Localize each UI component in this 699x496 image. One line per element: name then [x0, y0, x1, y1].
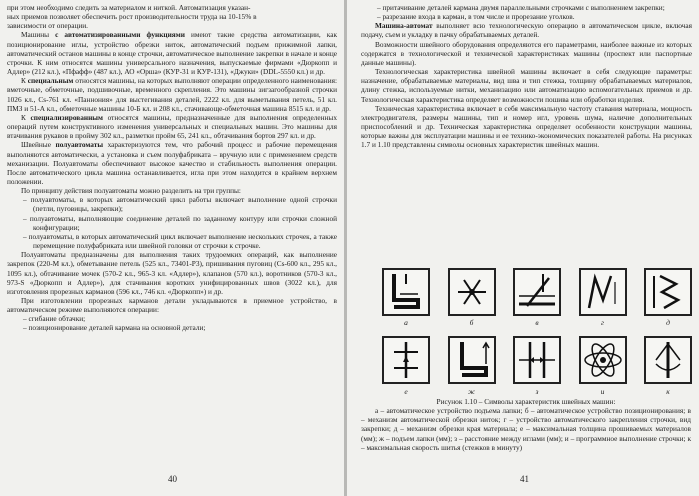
list-item-text: сгибание обтачки; — [28, 314, 86, 324]
term-automated: с автоматизированными функциями — [55, 30, 185, 40]
symbols-row-1 — [382, 268, 692, 316]
term-special: специальным — [27, 76, 74, 86]
paragraph-automat — [361, 21, 692, 39]
symbols-labels-row-1 — [382, 318, 692, 327]
symbols-labels-row-2 — [382, 387, 692, 396]
paragraph-pockets: При изготовлении прорезных карманов детали укладываются в приемное устройство, в автоматическом режиме выполняются операции: — [7, 296, 337, 315]
figure-caption — [361, 397, 691, 452]
paragraph-lead: Швейные — [21, 140, 56, 150]
paragraph-lead: К — [21, 76, 28, 86]
symbol-label: г — [601, 318, 604, 327]
list-item-text: позиционирование деталей кармана на основной детали; — [28, 323, 206, 333]
list-item: – сгибание обтачки; — [23, 314, 86, 324]
paragraph-body: характеризуются тем, что рабочий процесс и рабочие перемещения выполняются автоматически, а установка и съем полуфабриката – вручную или с применением средств механизации. Полуавтоматы обеспечивают высокое качество и стабильность выполнения операции. После автоматического цикла машина останавливается, игла при этом находится в крайнем верхнем положении. — [7, 140, 337, 186]
list-item-text: разрезание входа в карман, в том числе и прорезание уголков. — [382, 12, 575, 22]
paragraph-body: относятся машины, на которых выполняют операции определенного наименования: вметочные, обметочные, подшивочные, временного скрепления. Это машины зигзагообразной строчки 1026 кл., Cs-761 кл. «Паннония» для выстегивания деталей, 2222 кл. для выметывания петель, 51 кл. ПМЗ и 51-А кл., обметочные машины 10-Б кл. и 208 кл., стачивающе-обметочная машина 8515 кл. и др. — [7, 76, 337, 113]
paragraph-automated-machines — [7, 30, 337, 76]
paragraph-special-machines — [7, 76, 337, 113]
list-item: – полуавтоматы, выполняющие соединение деталей по заданному контуру или строчки сложной конфигурации; — [23, 213, 338, 232]
intro-line-2: ных приемов позволяет обеспечить рост производительности труда на 10-15% в — [7, 12, 257, 22]
stitch-length-icon — [579, 268, 627, 316]
paragraph-lead: Машины — [21, 30, 50, 40]
needle-position-icon — [513, 268, 561, 316]
page-number: 41 — [520, 474, 529, 484]
paragraph-body: имеют такие средства автоматизации, как позиционирование иглы, устройство обрезки ниток, автоматический подъем прижимной лапки, автоматический останов машины в конце строчки, автоматическое выполнение закрепки в начале и конце строчки. К ним относятся машины универсального назначения, выпускаемые фирмами «Дюркопп и Адлер» (212 кл.), «Пфафф» (487 кл.), АО «Орша» (КУР-31 и КУР-131), «Джуки» (DDL-5550 кл.) и др. — [7, 30, 337, 77]
paragraph-body: выполняет всю технологическую операцию в автоматическом цикле, включая подачу, съем и укладку в пачку обрабатываемых деталей. — [361, 21, 692, 40]
auto-bartack-icon — [644, 268, 692, 316]
stitch-count-icon — [579, 336, 627, 384]
paragraph-specialized-machines — [7, 113, 337, 140]
symbol-label: ж — [468, 387, 475, 396]
term-specialized: специализированным — [30, 112, 103, 122]
figure-caption-text: а – автоматическое устройство подъема лапки; б – автоматическое устройство позиционирования; в – механизм автоматической обрезки ниток; г – устройство автоматического закрепления строчки, вид закрепки; д – механизм обрезки края материала; е – максимальная толщина прошиваемых материалов (мм); ж – подъем лапки (мм); з – расстояние между иглами (мм); и – программное выполнение строчки; к – максимальная скорость шитья (стежков в минуту) — [361, 406, 691, 452]
symbol-label: и — [600, 387, 605, 396]
symbol-label: б — [469, 318, 474, 327]
list-item: – полуавтоматы, в которых автоматический цикл включает выполнение нескольких строчек, а также перемещение полуфабриката или швейной головки от строчки к строчке. — [23, 231, 337, 251]
paragraph-groups-intro: По принципу действия полуавтоматы можно разделить на три группы: — [21, 186, 241, 196]
thread-trim-icon — [448, 268, 496, 316]
figure-caption-title: Рисунок 1.10 – Символы характеристик швейных машин: — [436, 397, 616, 406]
list-item-text: полуавтоматы, в которых автоматический цикл работы включает выполнение одной строчки (петли, пуговицы, закрепки); — [30, 195, 337, 214]
symbol-label: д — [666, 318, 670, 327]
page-number: 40 — [168, 474, 177, 484]
paragraph-lead: К — [21, 112, 31, 122]
paragraph-capabilities: Возможности швейного оборудования определяются его параметрами, наиболее важные из которых содержатся в технологической и технической характеристиках машины (проспект или паспортные данные машины). — [361, 39, 692, 67]
symbol-label: е — [404, 387, 408, 396]
term-semiautomats: полуавтоматы — [55, 140, 104, 150]
paragraph-tech-characteristics: Технологическая характеристика швейной машины включает в себя следующие параметры: назначение, обрабатываемые материалы, вид шва и тип стежка, толщину обрабатываемых материалов, длину стежка, используемые нитки, механизацию или автоматизацию вспомогательных приемов и др. Технологическая характеристика определяет возможности пошива или обработки изделия. — [361, 67, 692, 104]
paragraph-technical-characteristics: Техническая характеристика включает в себя максимальную частоту ставания материала, мощность электродвигателя, размеры машины, тип и номер игл, уровень шума, наличие дополнительных приспособлений и др. Техническая характеристика определяет особенности конструкции машины, которые важны для эксплуатации машины и ее технико-экономических показателей работы. На рисунках 1.7 и 1.10 представлены символы основных характеристик швейных машин. — [361, 103, 692, 150]
intro-line-3: зависимости от операции. — [7, 21, 89, 31]
list-item-text: полуавтоматы, в которых автоматический цикл включает выполнение нескольких строчек, а также перемещение полуфабриката или швейной головки от строчки к строчке. — [28, 231, 337, 251]
list-item-text: полуавтоматы, выполняющие соединение деталей по заданному контуру или строчки сложной конфигурации; — [29, 213, 338, 232]
paragraph-purpose: Полуавтоматы предназначены для выполнения таких трудоемких операций, как выполнение закрепок (220-М кл.), обметывание петель (525 кл., 73401-Р3), пришивания пуговиц (Cs-600 кл., 295 кл., 1095 кл.), обтачивание мочек (570-2 кл., 965-3 кл. «Адлер»), клапанов (570 кл.), воротников (570-3 кл., 973-S «Дюркопп и Адлер»), для стачивания коротких унифицированных швов (3022 кл.), для изготовления прорезных карманов (596 кл., 746 кл. «Дюркопп») и др. — [7, 250, 337, 296]
symbol-label: к — [666, 387, 670, 396]
symbol-label: з — [535, 387, 539, 396]
list-item: – полуавтоматы, в которых автоматический цикл работы включает выполнение одной строчки (петли, пуговицы, закрепки); — [23, 195, 337, 214]
left-page — [0, 0, 345, 496]
needle-up-down-icon — [382, 336, 430, 384]
presser-foot-lift-icon — [382, 268, 430, 316]
symbols-row-2 — [382, 336, 692, 384]
symbol-label: а — [404, 318, 408, 327]
list-item-text: притачивание деталей кармана двумя параллельными строчками с выполнением закрепки; — [382, 3, 665, 12]
list-item: – разрезание входа в карман, в том числе и прорезание уголков. — [377, 12, 575, 22]
term-automat: Машина-автомат — [375, 21, 433, 31]
max-speed-icon — [644, 336, 692, 384]
stitch-length-adjust-icon — [448, 336, 496, 384]
list-item: – позиционирование деталей кармана на основной детали; — [23, 323, 206, 333]
list-item: – притачивание деталей кармана двумя параллельными строчками с выполнением закрепки; — [377, 3, 665, 12]
intro-line-1: при этом необходимо следить за материалом и ниткой. Автоматизация указан- — [7, 3, 251, 12]
paragraph-body: относятся машины, предназначенные для выполнения определенных операций путем конструктивного изменения универсальных и специальных машин. Это машины для втачивания рукавов в пройму 302 кл., разметки пройм 65, 241 кл., обтачивания бортов 297 кл. и др. — [7, 112, 337, 141]
paragraph-semiautomats — [7, 140, 337, 186]
foot-lift-height-icon — [513, 336, 561, 384]
symbol-label: в — [535, 318, 539, 327]
